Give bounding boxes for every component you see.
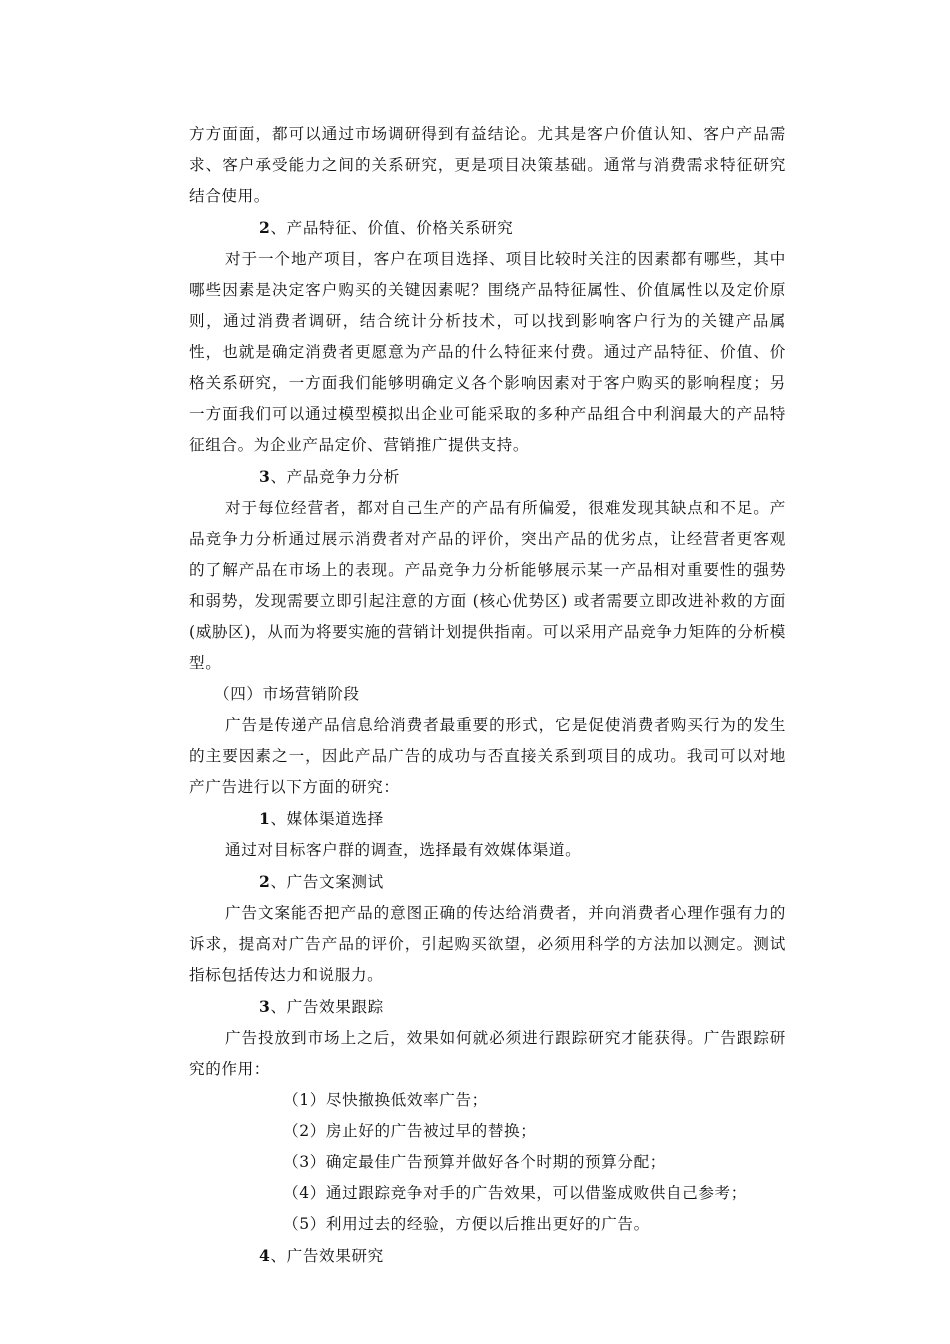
list-item: （1）尽快撤换低效率广告； xyxy=(283,1091,488,1109)
subheading-number: 1 xyxy=(259,809,271,828)
paragraph: 通过对目标客户群的调查，选择最有效媒体渠道。 xyxy=(225,841,582,859)
subheading-text: 、产品特征、价值、价格关系研究 xyxy=(270,219,514,237)
subheading-text: 、广告效果跟踪 xyxy=(270,998,384,1016)
paragraph-continued: 方方面面，都可以通过市场调研得到有益结论。尤其是客户价值认知、客户产品需求、客户承受能力之间的关系研究，更是项目决策基础。通常与消费需求特征研究结合使用。 xyxy=(189,125,786,205)
list-item: （5）利用过去的经验，方便以后推出更好的广告。 xyxy=(283,1215,650,1233)
subheading-ad-effect-research xyxy=(189,1240,786,1272)
subheading-number: 3 xyxy=(259,467,271,486)
list-item: （2）房止好的广告被过早的替换； xyxy=(283,1122,537,1140)
subheading-text: 、广告效果研究 xyxy=(270,1247,384,1265)
subheading-product-feature-value-price xyxy=(189,212,786,244)
document-body xyxy=(189,119,786,1272)
paragraph: 对于每位经营者，都对自己生产的产品有所偏爱，很难发现其缺点和不足。产品竞争力分析通过展示消费者对产品的评价，突出产品的优劣点，让经营者更客观的了解产品在市场上的表现。产品竞争力分析能够展示某一产品相对重要性的强势和弱势，发现需要立即引起注意的方面 (核心优势区) 或者需要立即改进补救的方面 (威胁区)，从而为将要实施的营销计划提供指南。可以采用产品竞争力矩阵的分析模型。 xyxy=(189,499,786,672)
subheading-media-channel xyxy=(189,803,786,835)
subheading-ad-effect-tracking xyxy=(189,991,786,1023)
subheading-number: 2 xyxy=(259,872,271,891)
paragraph: 对于一个地产项目，客户在项目选择、项目比较时关注的因素都有哪些，其中哪些因素是决定客户购买的关键因素呢？围绕产品特征属性、价值属性以及定价原则，通过消费者调研，结合统计分析技术，可以找到影响客户行为的关键产品属性，也就是确定消费者更愿意为产品的什么特征来付费。通过产品特征、价值、价格关系研究，一方面我们能够明确定义各个影响因素对于客户购买的影响程度；另一方面我们可以通过模型模拟出企业可能采取的多种产品组合中利润最大的产品特征组合。为企业产品定价、营销推广提供支持。 xyxy=(189,250,786,454)
paragraph: 广告投放到市场上之后，效果如何就必须进行跟踪研究才能获得。广告跟踪研究的作用： xyxy=(189,1029,786,1078)
subheading-ad-copy-test xyxy=(189,866,786,898)
list-item: （3）确定最佳广告预算并做好各个时期的预算分配； xyxy=(283,1153,666,1171)
paragraph: 广告文案能否把产品的意图正确的传达给消费者，并向消费者心理作强有力的诉求，提高对广告产品的评价，引起购买欲望，必须用科学的方法加以测定。测试指标包括传达力和说服力。 xyxy=(189,904,786,984)
subheading-number: 3 xyxy=(259,997,271,1016)
list-item: （4）通过跟踪竞争对手的广告效果，可以借鉴成败供自己参考； xyxy=(283,1184,747,1202)
subheading-text: 、产品竞争力分析 xyxy=(270,468,401,486)
subheading-number: 4 xyxy=(259,1246,271,1265)
section-heading-marketing-stage: （四）市场营销阶段 xyxy=(214,685,360,703)
subheading-product-competitiveness xyxy=(189,461,786,493)
subheading-text: 、广告文案测试 xyxy=(270,873,384,891)
paragraph: 广告是传递产品信息给消费者最重要的形式，它是促使消费者购买行为的发生的主要因素之一，因此产品广告的成功与否直接关系到项目的成功。我司可以对地产广告进行以下方面的研究： xyxy=(189,716,786,796)
subheading-text: 、媒体渠道选择 xyxy=(270,810,384,828)
subheading-number: 2 xyxy=(259,218,271,237)
